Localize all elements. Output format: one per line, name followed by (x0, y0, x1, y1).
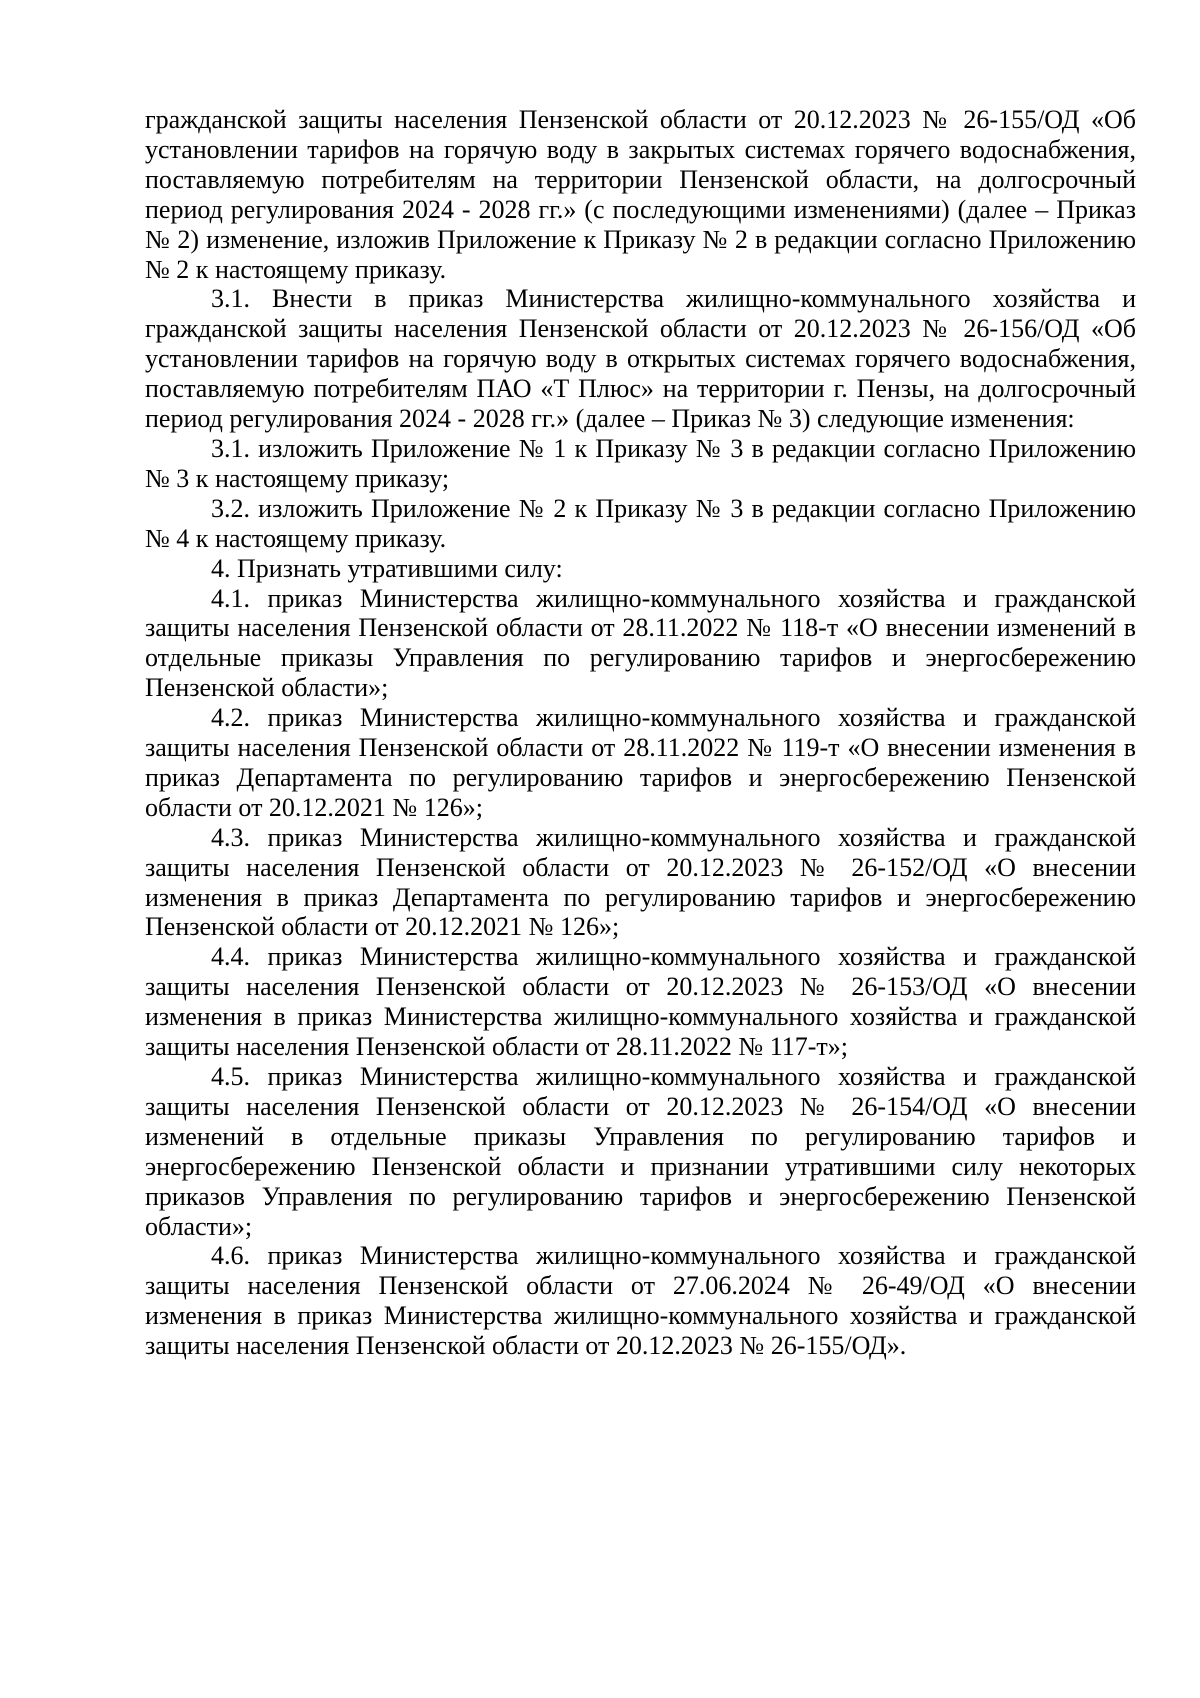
paragraph-3-1-amend-order-3: 3.1. Внести в приказ Министерства жилищно-коммунального хозяйства и гражданской защиты населения Пензенской области от 20.12.2023 № 26-156/ОД «Об установлении тарифов на горячую воду в открытых системах горячего водоснабжения, поставляемую потребителям ПАО «Т Плюс» на территории г. Пензы, на долгосрочный период регулирования 2024 - 2028 гг.» (далее – Приказ № 3) следующие изменения: (145, 284, 1136, 434)
paragraph-order-2-amendment: гражданской защиты населения Пензенской области от 20.12.2023 № 26-155/ОД «Об установлении тарифов на горячую воду в закрытых системах горячего водоснабжения, поставляемую потребителям на территории Пензенской области, на долгосрочный период регулирования 2024 - 2028 гг.» (с последующими изменениями) (далее – Приказ № 2) изменение, изложив Приложение к Приказу № 2 в редакции согласно Приложению № 2 к настоящему приказу. (145, 105, 1136, 284)
paragraph-3-1-appendix-1: 3.1. изложить Приложение № 1 к Приказу № 3 в редакции согласно Приложению № 3 к настоящему приказу; (145, 433, 1136, 493)
paragraph-3-2-appendix-2: 3.2. изложить Приложение № 2 к Приказу № 3 в редакции согласно Приложению № 4 к настоящему приказу. (145, 493, 1136, 553)
paragraph-4-1-revoked-order: 4.1. приказ Министерства жилищно-коммунального хозяйства и гражданской защиты населения Пензенской области от 28.11.2022 № 118-т «О внесении изменений в отдельные приказы Управления по регулированию тарифов и энергосбережению Пензенской области»; (145, 583, 1136, 703)
paragraph-4-6-revoked-order: 4.6. приказ Министерства жилищно-коммунального хозяйства и гражданской защиты населения Пензенской области от 27.06.2024 № 26-49/ОД «О внесении изменения в приказ Министерства жилищно-коммунального хозяйства и гражданской защиты населения Пензенской области от 20.12.2023 № 26-155/ОД». (145, 1241, 1136, 1361)
paragraph-4-3-revoked-order: 4.3. приказ Министерства жилищно-коммунального хозяйства и гражданской защиты населения Пензенской области от 20.12.2023 № 26-152/ОД «О внесении изменения в приказ Департамента по регулированию тарифов и энергосбережению Пензенской области от 20.12.2021 № 126»; (145, 822, 1136, 942)
paragraph-4-4-revoked-order: 4.4. приказ Министерства жилищно-коммунального хозяйства и гражданской защиты населения Пензенской области от 20.12.2023 № 26-153/ОД «О внесении изменения в приказ Министерства жилищно-коммунального хозяйства и гражданской защиты населения Пензенской области от 28.11.2022 № 117-т»; (145, 942, 1136, 1062)
paragraph-4-revoke-heading: 4. Признать утратившими силу: (211, 553, 563, 583)
paragraph-4-5-revoked-order: 4.5. приказ Министерства жилищно-коммунального хозяйства и гражданской защиты населения Пензенской области от 20.12.2023 № 26-154/ОД «О внесении изменений в отдельные приказы Управления по регулированию тарифов и энергосбережению Пензенской области и признании утратившими силу некоторых приказов Управления по регулированию тарифов и энергосбережению Пензенской области»; (145, 1062, 1136, 1241)
paragraph-4-2-revoked-order: 4.2. приказ Министерства жилищно-коммунального хозяйства и гражданской защиты населения Пензенской области от 28.11.2022 № 119-т «О внесении изменения в приказ Департамента по регулированию тарифов и энергосбережению Пензенской области от 20.12.2021 № 126»; (145, 703, 1136, 822)
